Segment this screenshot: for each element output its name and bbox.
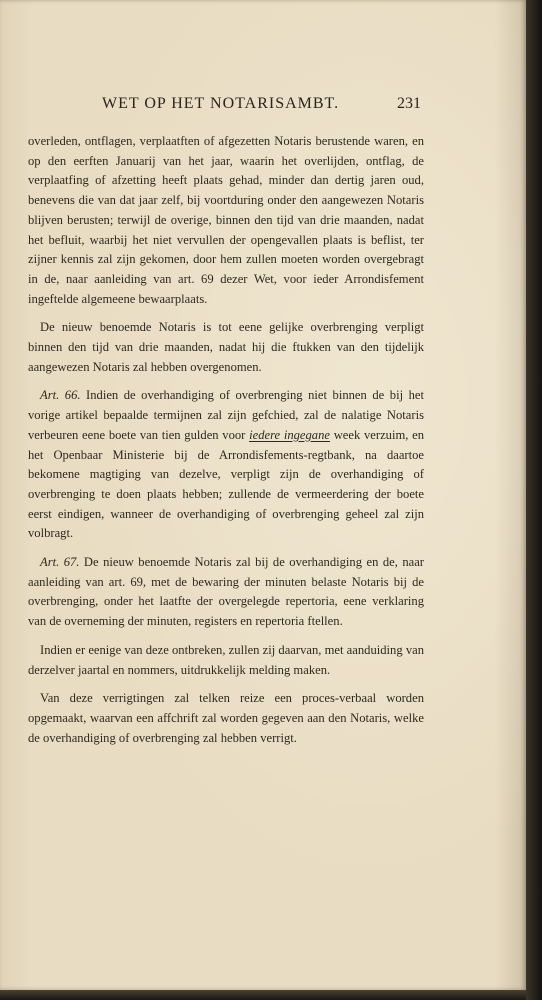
- paragraph-art-67: [28, 553, 424, 632]
- art-66-text-start: Indien de overhandiging of overbrenging niet binnen de bij het vorige artikel bepaalde termijnen zal zijn gefchied, zal de nalatige Notaris verbeuren eene boete van tien gulden voor: [28, 388, 424, 442]
- body-text: [28, 132, 424, 748]
- paragraph-continuation: overleden, ontflagen, verplaatften of afgezetten Notaris berustende waren, en op den eerften Januarij van het jaar, waarin het overlijden, ontflag, de verplaatfing of afzetting heeft plaats gehad, minder dan dertig jaren oud, benevens die van dat jaar zelf, bij voortduring onder den aangewezen Notaris blijven berusten; terwijl de overige, binnen den tijd van drie maanden, nadat het befluit, waarbij het niet vervullen der opengevallen plaats is beflist, ter zijner kennis zal zijn gekomen, door hem zullen moeten worden overgebragt in de, naar aanleiding van art. 69 dezer Wet, voor ieder Arrondisfement ingeftelde algemeene bewaarplaats.: [28, 134, 424, 306]
- page-number: 231: [397, 95, 421, 112]
- art-66-emphasis: iedere ingegane: [249, 427, 330, 442]
- art-67-text: De nieuw benoemde Notaris zal bij de overhandiging en de, naar aanleiding van art. 69, met de bewaring der minuten belaste Notaris bij de overbrenging, onder het laatfte der overgelegde repertoria, eene verklaring van de overneming der minuten, registers en repertoria ftellen.: [28, 555, 424, 629]
- article-number-66: Art. 66.: [40, 388, 81, 403]
- paragraph-art-66: [28, 386, 424, 544]
- paragraph-proces-verbaal: Van deze verrigtingen zal telken reize een proces-verbaal worden opgemaakt, waarvan een affchrift zal worden gegeven aan den Notaris, welke de overhandiging of overbrenging zal hebben verrigt.: [28, 691, 424, 745]
- page-edge-bottom: [0, 990, 526, 1000]
- paragraph-missing-items: Indien er eenige van deze ontbreken, zullen zij daarvan, met aanduiding van derzelver jaartal en nommers, uitdrukkelijk melding maken.: [28, 642, 424, 677]
- article-number-67: Art. 67.: [40, 555, 80, 570]
- page-edge-right: [526, 0, 542, 1000]
- running-title: WET OP HET NOTARISAMBT.: [102, 95, 340, 112]
- art-66-text-end: week verzuim, en het Openbaar Ministerie bij de Arrondisfements-regtbank, na daartoe bekomene magtiging van dezelve, verpligt zijn de overhandiging of overbrenging te doen plaats hebben; zullende de vermeerdering der boete eerst eindigen, wanneer de overhandiging of overbrenging geheel zal zijn volbragt.: [28, 427, 424, 541]
- page-header: [70, 95, 430, 121]
- paragraph-new-notary: De nieuw benoemde Notaris is tot eene gelijke overbrenging verpligt binnen den tijd van drie maanden, nadat hij die ftukken van den tijdelijk aangewezen Notaris zal hebben overgenomen.: [28, 320, 424, 374]
